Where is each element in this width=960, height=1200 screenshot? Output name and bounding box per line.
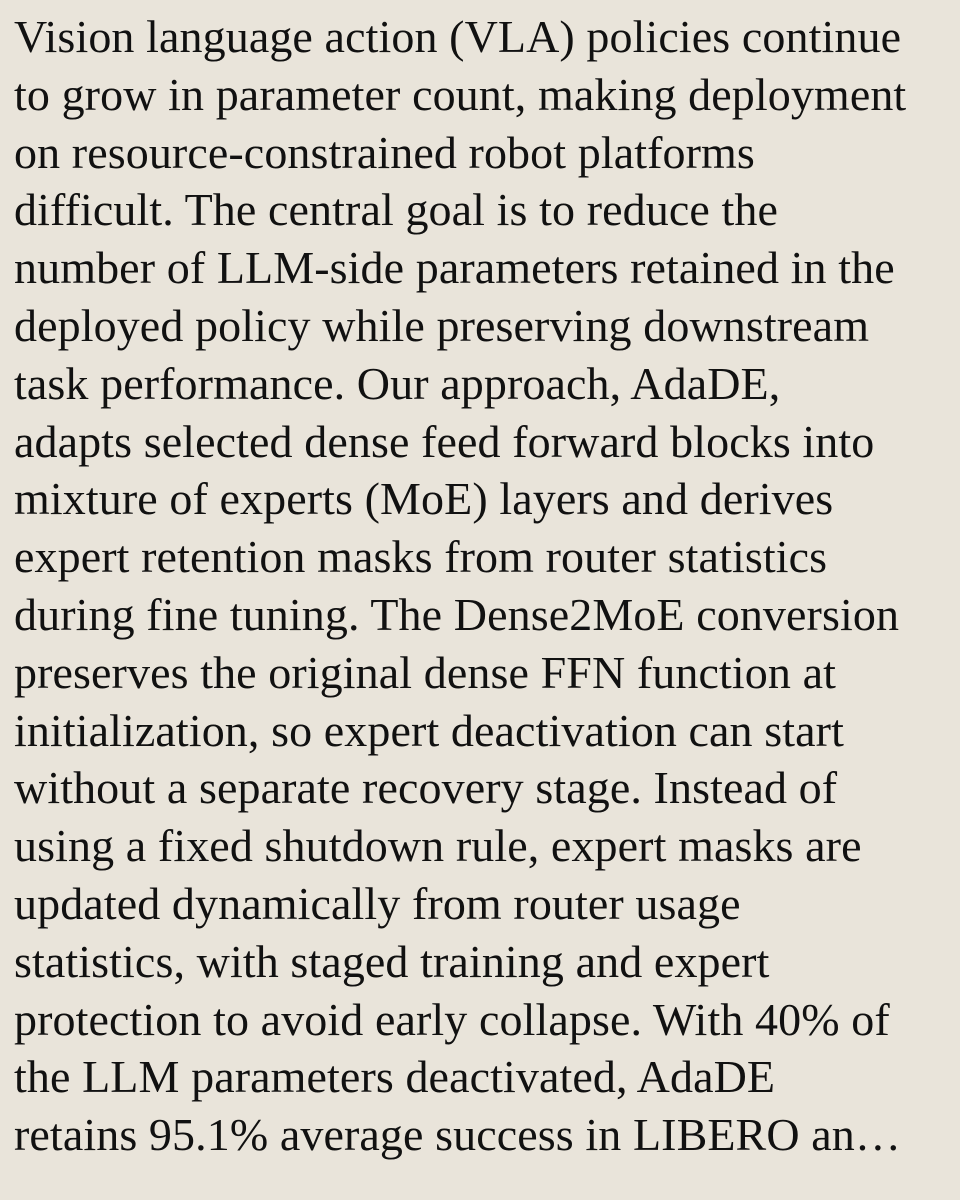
text-line: without a separate recovery stage. Instead of: [14, 762, 838, 814]
text-line: task performance. Our approach, AdaDE,: [14, 357, 781, 409]
text-line: initialization, so expert deactivation can start: [14, 704, 844, 756]
text-line: updated dynamically from router usage: [14, 877, 741, 929]
text-line: mixture of experts (MoE) layers and derives: [14, 473, 834, 525]
text-line: adapts selected dense feed forward blocks into: [14, 415, 875, 467]
text-line: using a fixed shutdown rule, expert masks are: [14, 820, 862, 872]
text-line: retains 95.1% average success in LIBERO an…: [14, 1109, 901, 1161]
text-line: the LLM parameters deactivated, AdaDE: [14, 1051, 776, 1103]
text-line: Vision language action (VLA) policies continue: [14, 11, 902, 62]
text-line: deployed policy while preserving downstream: [14, 299, 870, 351]
text-line: protection to avoid early collapse. With 40% of: [14, 993, 890, 1045]
text-line: on resource-constrained robot platforms: [14, 126, 755, 178]
text-line: statistics, with staged training and expert: [14, 935, 770, 987]
text-line: to grow in parameter count, making deployment: [14, 68, 907, 120]
text-line: number of LLM-side parameters retained in the: [14, 242, 895, 294]
text-line: expert retention masks from router statistics: [14, 531, 828, 583]
text-line: during fine tuning. The Dense2MoE conversion: [14, 588, 900, 640]
text-line: difficult. The central goal is to reduce the: [14, 184, 778, 236]
text-line: preserves the original dense FFN function at: [14, 646, 836, 698]
